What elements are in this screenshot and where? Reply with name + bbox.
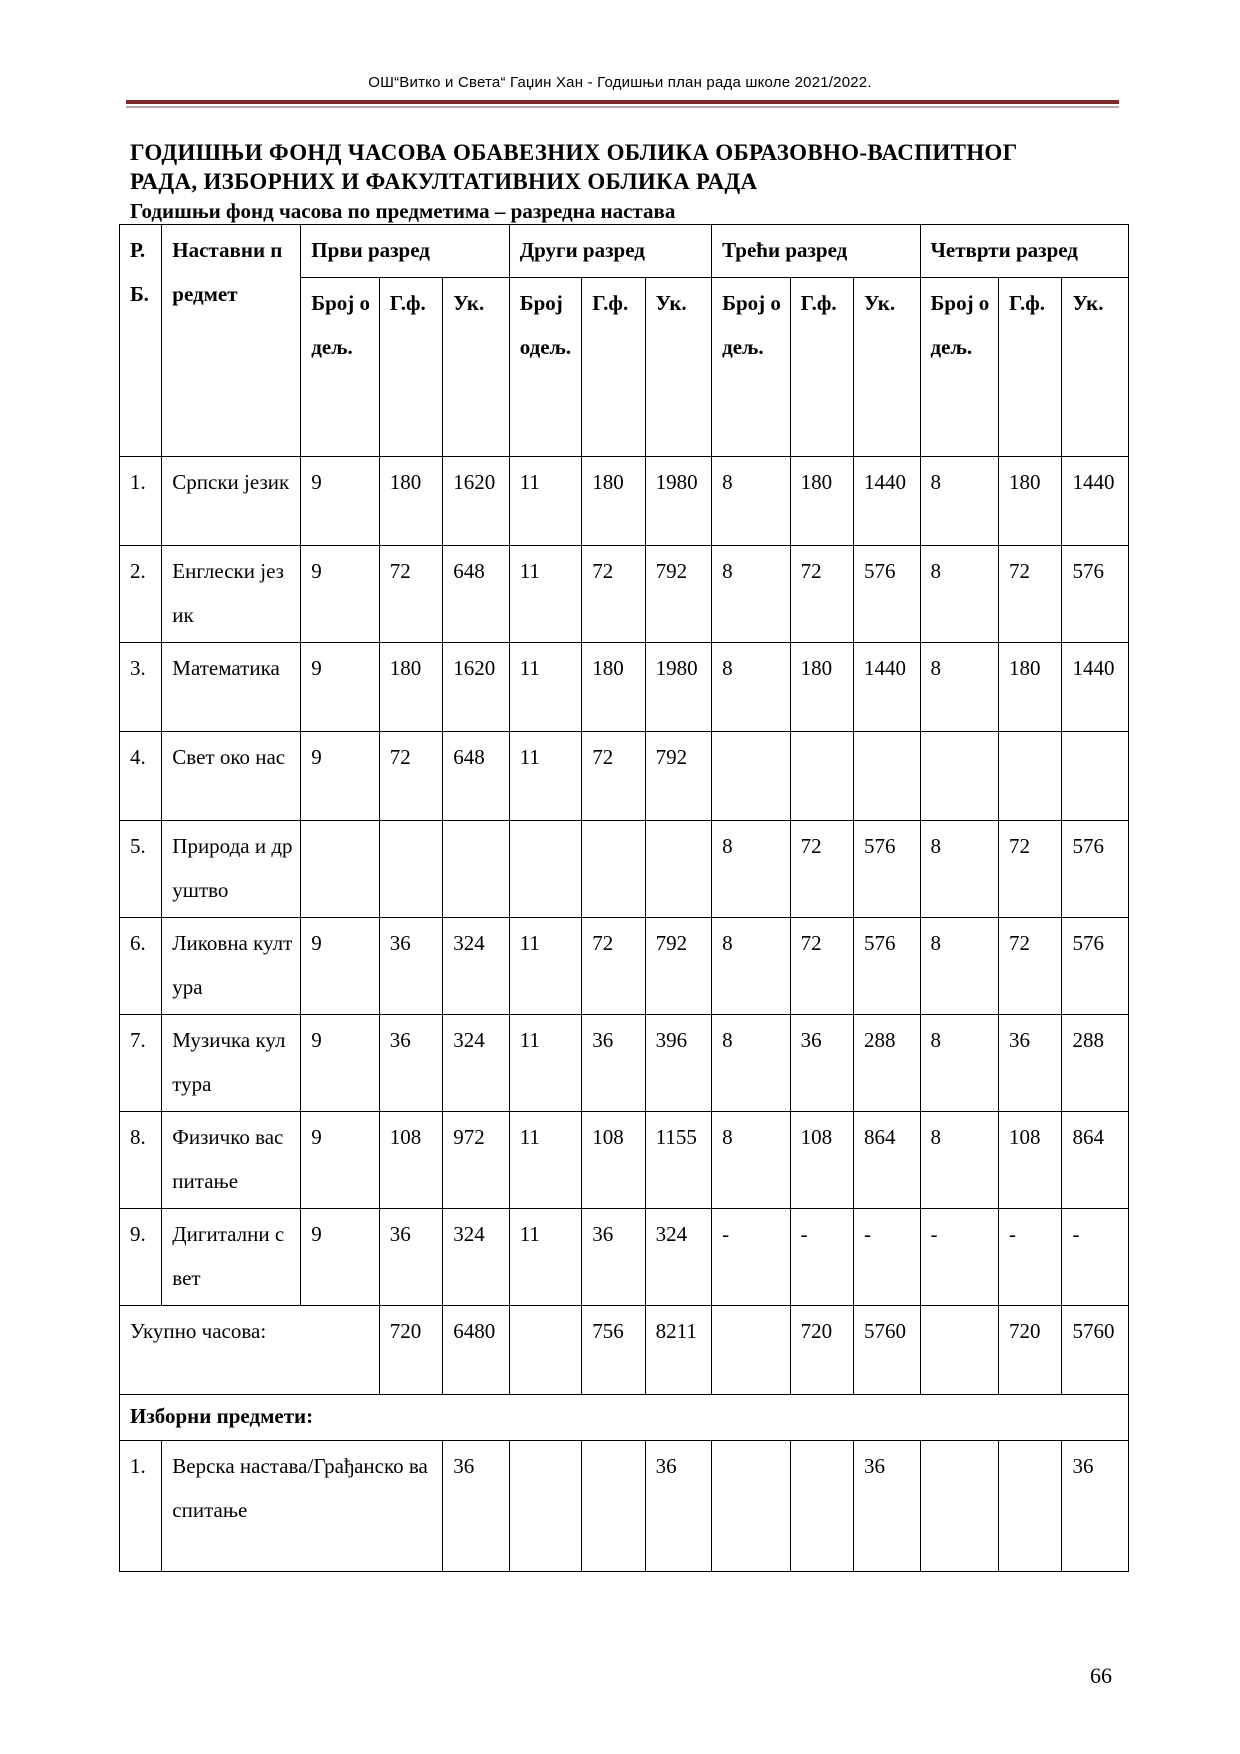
table-cell: 72	[582, 732, 645, 821]
table-cell: 180	[999, 457, 1062, 546]
table-cell: 72	[379, 546, 442, 643]
heading-line-1: ГОДИШЊИ ФОНД ЧАСОВА ОБАВЕЗНИХ ОБЛИКА ОБРАЗОВНО-ВАСПИТНОГ	[130, 140, 1018, 165]
table-cell: 576	[854, 918, 920, 1015]
table-cell: 180	[790, 643, 853, 732]
subheader-grade-2-col-1: Број одељ.	[509, 278, 582, 457]
table-row	[120, 1015, 1129, 1112]
row-number: 1.	[120, 457, 162, 546]
annual-hours-table	[119, 224, 1129, 1572]
subject-name: Музичка култура	[162, 1015, 301, 1112]
heading-line-2: РАДА, ИЗБОРНИХ И ФАКУЛТАТИВНИХ ОБЛИКА РАДА	[130, 169, 758, 194]
table-cell: 8	[712, 821, 791, 918]
table-cell: 8	[920, 1112, 999, 1209]
table-cell: -	[920, 1209, 999, 1306]
table-cell: 72	[582, 546, 645, 643]
table-cell: 11	[509, 457, 582, 546]
subject-name: Свет око нас	[162, 732, 301, 821]
table-cell	[1062, 732, 1129, 821]
subject-name: Физичко васпитање	[162, 1112, 301, 1209]
table-cell: 108	[999, 1112, 1062, 1209]
total-cell: 5760	[854, 1306, 920, 1395]
subject-name: Верска настава/Грађанско васпитање	[162, 1441, 443, 1572]
total-cell: 756	[582, 1306, 645, 1395]
table-cell: 36	[854, 1441, 920, 1572]
header-row-grades	[120, 225, 1129, 278]
table-cell: 36	[582, 1015, 645, 1112]
total-cell: 5760	[1062, 1306, 1129, 1395]
table-row	[120, 643, 1129, 732]
table-cell: 36	[582, 1209, 645, 1306]
subheader-grade-4-col-2: Г.ф.	[999, 278, 1062, 457]
table-cell: -	[712, 1209, 791, 1306]
table-cell: 9	[301, 546, 380, 643]
table-cell: 72	[790, 918, 853, 1015]
table-cell: 108	[582, 1112, 645, 1209]
table-cell: 1155	[645, 1112, 711, 1209]
table-cell	[582, 821, 645, 918]
table-cell: 648	[443, 732, 509, 821]
table-cell	[999, 1441, 1062, 1572]
table-cell: 11	[509, 643, 582, 732]
subheader-grade-1-col-1: Број одељ.	[301, 278, 380, 457]
table-cell: 180	[582, 643, 645, 732]
table-row	[120, 457, 1129, 546]
table-cell	[645, 821, 711, 918]
header-rule-thin	[126, 106, 1119, 108]
table-cell: 1980	[645, 643, 711, 732]
table-cell: 36	[379, 1209, 442, 1306]
table-cell	[854, 732, 920, 821]
row-number: 1.	[120, 1441, 162, 1572]
table-row	[120, 821, 1129, 918]
subject-name: Математика	[162, 643, 301, 732]
row-number: 7.	[120, 1015, 162, 1112]
table-cell: 288	[1062, 1015, 1129, 1112]
table-cell	[509, 821, 582, 918]
row-number: 4.	[120, 732, 162, 821]
table-cell: 8	[920, 457, 999, 546]
table-cell: 8	[712, 457, 791, 546]
subheader-grade-4-col-1: Број одељ.	[920, 278, 999, 457]
table-cell: 324	[443, 1015, 509, 1112]
table-cell	[379, 821, 442, 918]
table-cell: 324	[443, 918, 509, 1015]
row-number: 8.	[120, 1112, 162, 1209]
table-cell: 1440	[1062, 457, 1129, 546]
table-cell: 576	[1062, 821, 1129, 918]
table-cell: 9	[301, 1209, 380, 1306]
running-header: ОШ“Витко и Света“ Гаџин Хан - Годишњи план рада школе 2021/2022.	[368, 74, 872, 91]
subject-name: Дигитални свет	[162, 1209, 301, 1306]
table-cell: 72	[379, 732, 442, 821]
table-cell: 288	[854, 1015, 920, 1112]
table-cell: -	[999, 1209, 1062, 1306]
page-heading	[130, 138, 1130, 196]
table-cell: 8	[920, 546, 999, 643]
table-cell: 9	[301, 1112, 380, 1209]
subheader-grade-2-col-2: Г.ф.	[582, 278, 645, 457]
table-cell: 11	[509, 1112, 582, 1209]
table-cell	[712, 1441, 791, 1572]
table-cell: 108	[379, 1112, 442, 1209]
elective-row	[120, 1441, 1129, 1572]
table-cell: 8	[712, 918, 791, 1015]
table-cell: 72	[790, 821, 853, 918]
table-cell	[301, 821, 380, 918]
total-label: Укупно часова:	[120, 1306, 380, 1395]
table-cell: -	[1062, 1209, 1129, 1306]
table-cell: 36	[1062, 1441, 1129, 1572]
subheader-grade-1-col-3: Ук.	[443, 278, 509, 457]
table-cell: 36	[379, 1015, 442, 1112]
row-number: 6.	[120, 918, 162, 1015]
table-cell: 11	[509, 546, 582, 643]
table-cell: -	[790, 1209, 853, 1306]
table-cell: 8	[712, 643, 791, 732]
table-cell: 324	[443, 1209, 509, 1306]
table-row	[120, 918, 1129, 1015]
table-cell: 180	[379, 643, 442, 732]
table-cell: 576	[854, 546, 920, 643]
table-cell	[790, 732, 853, 821]
rb-header: Р.Б.	[120, 225, 162, 457]
subject-header: Наставни предмет	[162, 225, 301, 457]
table-cell	[920, 1441, 999, 1572]
table-cell	[790, 1441, 853, 1572]
table-cell: -	[854, 1209, 920, 1306]
table-cell: 72	[999, 918, 1062, 1015]
table-cell: 864	[854, 1112, 920, 1209]
table-cell: 576	[854, 821, 920, 918]
grade-header-2: Други разред	[509, 225, 711, 278]
subheader-grade-4-col-3: Ук.	[1062, 278, 1129, 457]
table-cell: 180	[999, 643, 1062, 732]
table-cell: 36	[379, 918, 442, 1015]
table-cell: 11	[509, 1015, 582, 1112]
grade-header-1: Први разред	[301, 225, 509, 278]
table-cell: 11	[509, 1209, 582, 1306]
table-cell: 396	[645, 1015, 711, 1112]
table-cell: 8	[920, 821, 999, 918]
subheader-grade-3-col-3: Ук.	[854, 278, 920, 457]
table-cell: 324	[645, 1209, 711, 1306]
table-cell: 9	[301, 1015, 380, 1112]
table-cell: 792	[645, 918, 711, 1015]
row-number: 2.	[120, 546, 162, 643]
total-cell: 720	[790, 1306, 853, 1395]
table-cell: 792	[645, 732, 711, 821]
table-cell: 36	[645, 1441, 711, 1572]
table-cell	[920, 732, 999, 821]
table-cell	[509, 1441, 582, 1572]
table-cell: 8	[920, 643, 999, 732]
elective-header-row	[120, 1395, 1129, 1441]
table-cell: 1440	[854, 457, 920, 546]
table-cell	[712, 732, 791, 821]
subheader-grade-3-col-2: Г.ф.	[790, 278, 853, 457]
table-cell: 576	[1062, 918, 1129, 1015]
table-cell: 72	[790, 546, 853, 643]
table-row	[120, 1112, 1129, 1209]
table-row	[120, 546, 1129, 643]
table-cell	[999, 732, 1062, 821]
grade-header-3: Трећи разред	[712, 225, 920, 278]
total-cell: 720	[999, 1306, 1062, 1395]
table-cell: 180	[379, 457, 442, 546]
total-cell: 8211	[645, 1306, 711, 1395]
table-cell: 36	[790, 1015, 853, 1112]
table-cell: 792	[645, 546, 711, 643]
table-cell: 9	[301, 643, 380, 732]
table-cell: 8	[920, 918, 999, 1015]
total-cell: 720	[379, 1306, 442, 1395]
total-cell	[920, 1306, 999, 1395]
table-cell: 11	[509, 732, 582, 821]
total-row	[120, 1306, 1129, 1395]
subheader-grade-3-col-1: Број одељ.	[712, 278, 791, 457]
table-cell: 8	[712, 1015, 791, 1112]
table-cell: 72	[999, 821, 1062, 918]
table-cell: 648	[443, 546, 509, 643]
table-cell: 1620	[443, 457, 509, 546]
subject-name: Ликовна култура	[162, 918, 301, 1015]
elective-header: Изборни предмети:	[120, 1395, 1129, 1441]
table-cell: 72	[999, 546, 1062, 643]
subheader-grade-2-col-3: Ук.	[645, 278, 711, 457]
total-cell: 6480	[443, 1306, 509, 1395]
table-cell: 1980	[645, 457, 711, 546]
table-cell: 72	[582, 918, 645, 1015]
table-cell: 8	[712, 1112, 791, 1209]
total-cell	[509, 1306, 582, 1395]
table-cell: 11	[509, 918, 582, 1015]
table-cell: 8	[920, 1015, 999, 1112]
table-cell	[443, 821, 509, 918]
subheader-grade-1-col-2: Г.ф.	[379, 278, 442, 457]
row-number: 9.	[120, 1209, 162, 1306]
table-cell	[582, 1441, 645, 1572]
table-cell: 9	[301, 732, 380, 821]
table-cell: 864	[1062, 1112, 1129, 1209]
table-cell: 108	[790, 1112, 853, 1209]
subject-name: Српски језик	[162, 457, 301, 546]
total-cell	[712, 1306, 791, 1395]
page-number: 66	[1090, 1663, 1112, 1688]
row-number: 5.	[120, 821, 162, 918]
table-cell: 36	[999, 1015, 1062, 1112]
table-cell: 8	[712, 546, 791, 643]
subject-name: Природа и друштво	[162, 821, 301, 918]
table-cell: 972	[443, 1112, 509, 1209]
subject-name: Енглески језик	[162, 546, 301, 643]
grade-header-4: Четврти разред	[920, 225, 1129, 278]
table-cell: 1440	[1062, 643, 1129, 732]
table-row	[120, 1209, 1129, 1306]
table-row	[120, 732, 1129, 821]
table-cell: 1440	[854, 643, 920, 732]
table-cell: 9	[301, 918, 380, 1015]
table-cell: 36	[443, 1441, 509, 1572]
table-cell: 576	[1062, 546, 1129, 643]
table-cell: 180	[582, 457, 645, 546]
table-cell: 9	[301, 457, 380, 546]
table-cell: 1620	[443, 643, 509, 732]
table-caption: Годишњи фонд часова по предметима – разредна настава	[130, 199, 676, 223]
table-cell: 180	[790, 457, 853, 546]
header-rule	[126, 100, 1119, 104]
row-number: 3.	[120, 643, 162, 732]
